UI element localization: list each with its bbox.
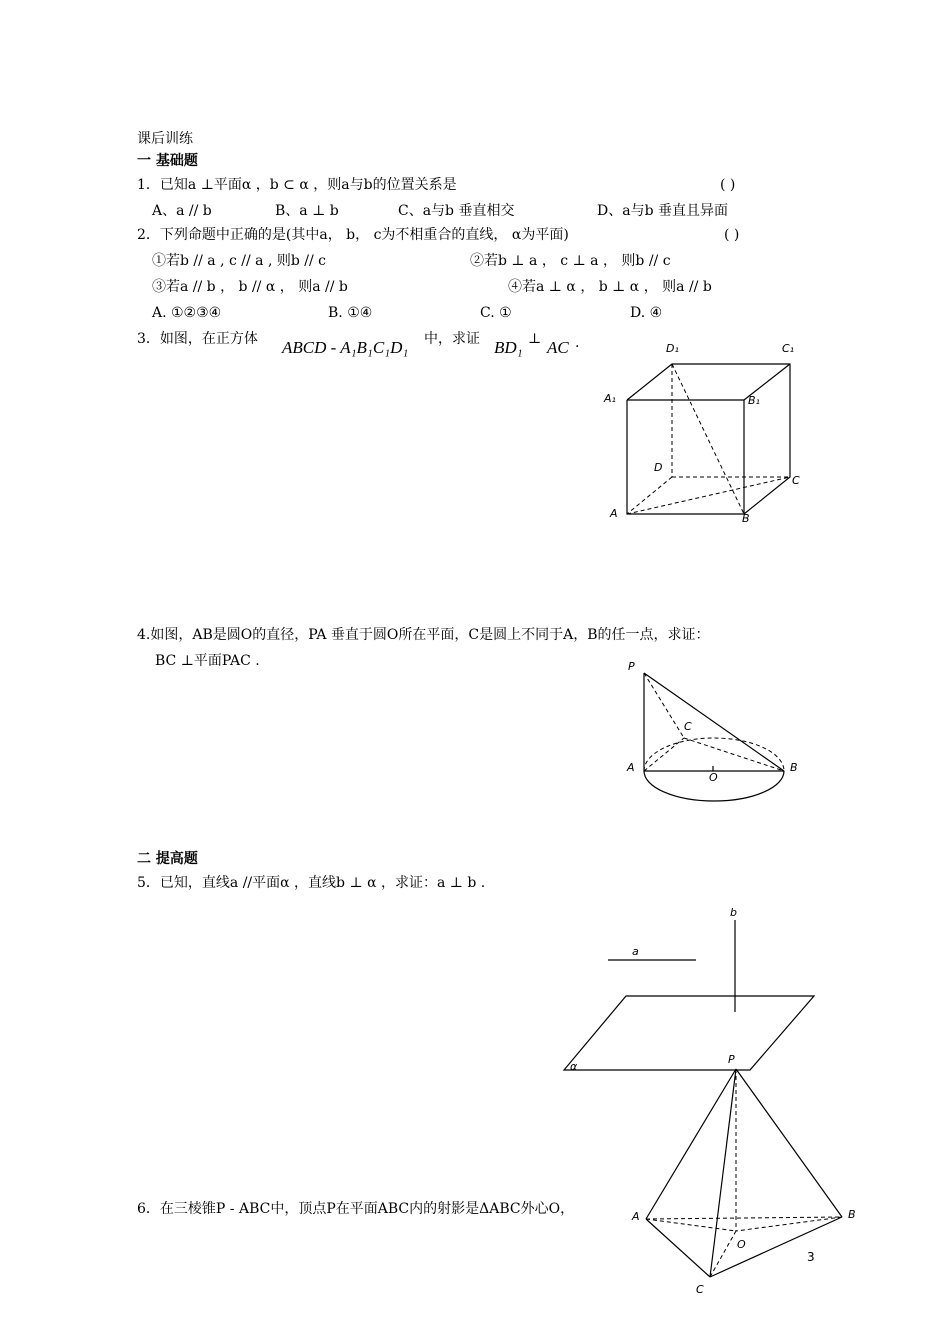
q5-stem: 5．已知，直线a //平面α ，直线b ⊥ α ，求证：a ⊥ b .	[137, 875, 486, 891]
q3-solid-name: ABCD - A₁B₁C₁D₁	[282, 338, 409, 357]
q2-stem: 2．下列命题中正确的是(其中a， b， c为不相重合的直线， α为平面)	[137, 227, 569, 243]
q3-end-period: .	[575, 335, 580, 351]
q4-line-2: BC ⊥平面PAC .	[155, 653, 260, 669]
page-number: 3	[807, 1250, 815, 1264]
q3-perp-symbol: ⊥	[528, 331, 542, 347]
q3-mid-text: 中，求证	[424, 331, 480, 347]
plane-label-b: b	[730, 906, 737, 919]
plane-label-alpha: α	[570, 1060, 578, 1073]
q2-option-d: D. ④	[630, 305, 663, 321]
q3-stem-prefix: 3．如图，在正方体	[137, 331, 258, 347]
q3-line-bd1: BD₁	[494, 338, 523, 357]
q1-answer-paren: ( )	[720, 177, 736, 193]
pyramid-label-c: C	[696, 1283, 704, 1296]
cube-label-b1: B₁	[748, 394, 760, 407]
q1-option-b: B、a ⊥ b	[275, 203, 339, 219]
q2-item-4: ④若a ⊥ α ， b ⊥ α ， 则a // b	[508, 279, 712, 295]
heading: 课后训练	[137, 131, 193, 147]
section-basic-title: 一 基础题	[137, 153, 198, 169]
pyramid-figure	[630, 1045, 870, 1300]
cube-label-a: A	[610, 507, 618, 520]
q1-option-d: D、a与b 垂直且异面	[597, 203, 728, 219]
q2-option-a: A. ①②③④	[152, 305, 222, 321]
section-advanced-title: 二 提高题	[137, 851, 198, 867]
q1-stem: 1．已知a ⊥平面α ，b ⊂ α ，则a与b的位置关系是	[137, 177, 457, 193]
q2-item-3: ③若a // b ， b // α ， 则a // b	[152, 279, 348, 295]
q2-item-1: ①若b // a , c // a , 则b // c	[152, 253, 327, 269]
cone-label-c: C	[684, 720, 692, 733]
cube-label-d: D	[654, 461, 663, 474]
q3-target-ac: AC	[547, 338, 569, 357]
cube-label-d1: D₁	[666, 342, 679, 355]
q2-item-2: ②若b ⊥ a ， c ⊥ a ， 则b // c	[470, 253, 671, 269]
cone-label-p: P	[628, 660, 635, 673]
q2-option-b: B. ①④	[328, 305, 373, 321]
cube-label-a1: A₁	[604, 392, 616, 405]
cone-figure	[620, 655, 810, 810]
cube-label-c1: C₁	[782, 342, 795, 355]
plane-label-a: a	[632, 945, 639, 958]
cube-figure	[598, 336, 808, 526]
pyramid-label-o: O	[737, 1238, 746, 1251]
cone-label-a: A	[627, 761, 635, 774]
pyramid-label-b: B	[848, 1208, 856, 1221]
q2-answer-paren: ( )	[724, 227, 740, 243]
cube-label-c: C	[792, 474, 800, 487]
pyramid-label-p: P	[728, 1053, 735, 1066]
q2-option-c: C. ①	[480, 305, 512, 321]
pyramid-label-a: A	[632, 1210, 640, 1223]
q6-stem: 6．在三棱锥P - ABC中，顶点P在平面ABC内的射影是ΔABC外心O，	[137, 1201, 575, 1217]
q4-line-1: 4.如图，AB是圆O的直径，PA 垂直于圆O所在平面，C是圆上不同于A，B的任一点，求证：	[137, 627, 710, 643]
q1-option-c: C、a与b 垂直相交	[398, 203, 515, 219]
cube-label-b: B	[742, 512, 750, 525]
q1-option-a: A、a // b	[152, 203, 212, 219]
cone-label-o: O	[709, 771, 718, 784]
cone-label-b: B	[790, 761, 798, 774]
